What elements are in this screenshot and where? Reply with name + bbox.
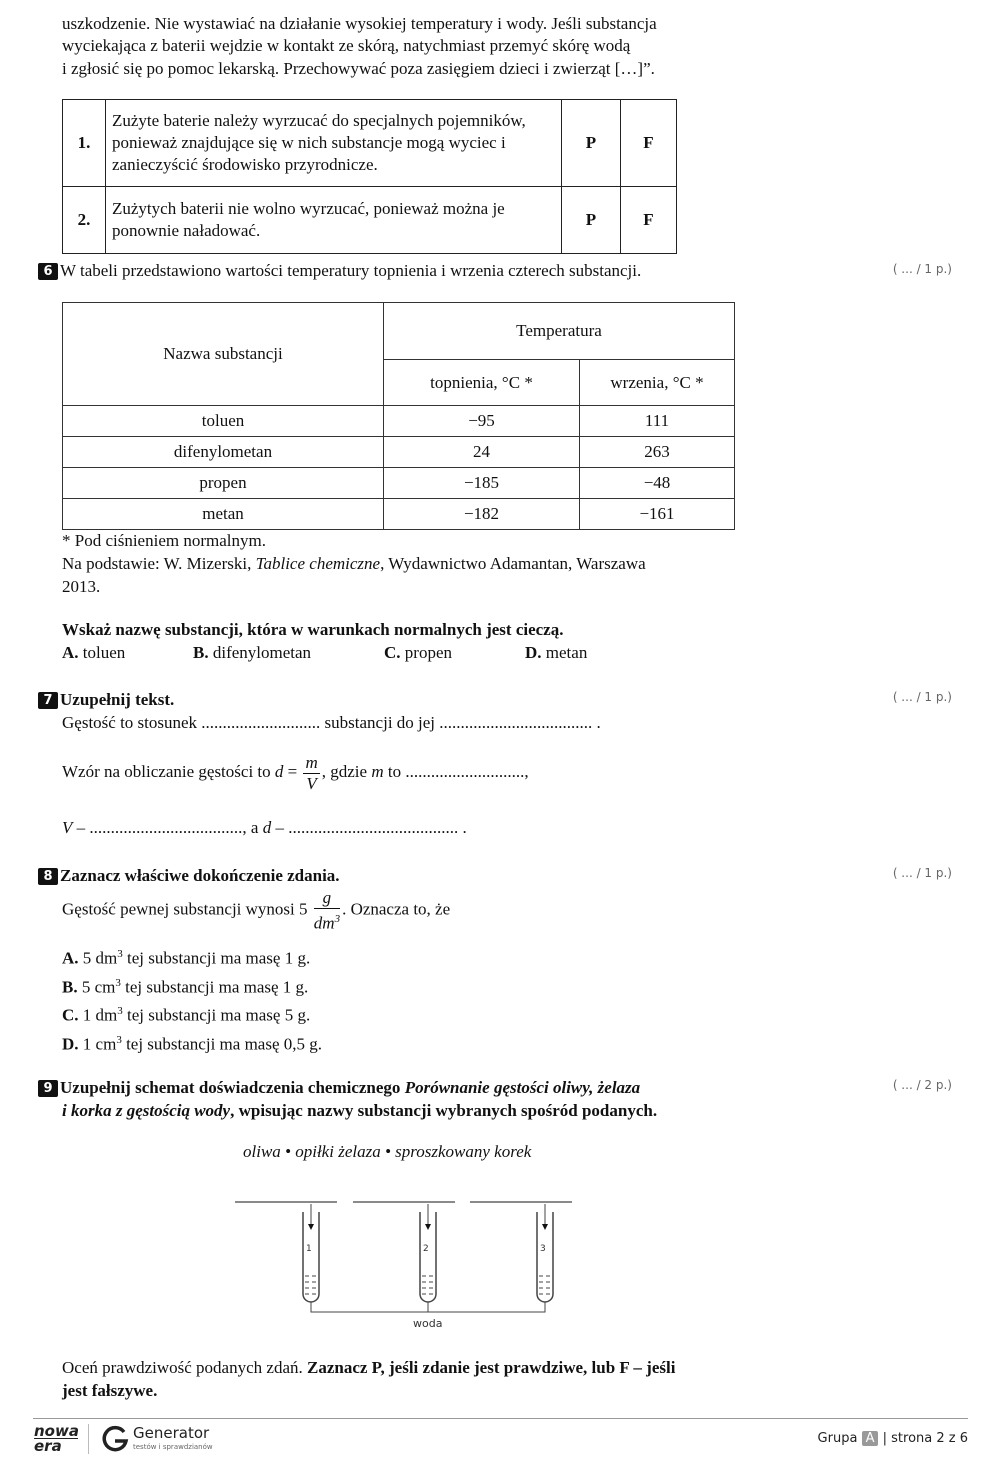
option-exponent: 3 — [115, 977, 121, 989]
source-suffix: , Wydawnictwo Adamantan, Warszawa — [380, 554, 646, 573]
formula-prefix: Wzór na obliczanie gęstości to — [62, 762, 275, 781]
answer-text: difenylometan — [212, 643, 312, 662]
assessment-plain: Oceń prawdziwość podanych zdań. — [62, 1358, 307, 1377]
table-row — [63, 406, 735, 437]
true-option[interactable]: P — [562, 100, 621, 187]
answer-letter: C. — [384, 643, 401, 662]
answer-c[interactable] — [384, 642, 452, 664]
option-pre: 5 cm — [77, 977, 116, 997]
fraction-numerator: g — [314, 888, 340, 909]
option-letter: A. — [62, 948, 79, 968]
group-badge: A — [862, 1431, 879, 1446]
boiling-point: −48 — [580, 468, 735, 499]
symbol-d: d — [262, 818, 272, 837]
density-formula-line[interactable] — [62, 752, 529, 794]
table-row — [63, 499, 735, 530]
assessment-instruction — [62, 1357, 675, 1379]
logo-bottom: era — [34, 1438, 78, 1453]
question-9-title-italic-2: i korka z gęstością wody — [62, 1101, 231, 1120]
substance-name: toluen — [63, 406, 384, 437]
question-7-title: Uzupełnij tekst. — [60, 690, 175, 709]
logo-top: nowa — [34, 1422, 79, 1440]
option-pre: 1 dm — [78, 1005, 118, 1025]
source-title: Tablice chemiczne — [255, 554, 381, 573]
points-box: ( ... / 1 p.) — [892, 866, 952, 880]
true-option[interactable]: P — [562, 187, 621, 254]
option-post: tej substancji ma masę 0,5 g. — [121, 1034, 322, 1054]
fill-line-3[interactable] — [62, 817, 467, 839]
boiling-point: 111 — [580, 406, 735, 437]
group-label: Grupa — [817, 1431, 858, 1446]
fill-segment-a: – ...................................., a — [72, 818, 263, 837]
option-a[interactable] — [62, 943, 310, 970]
generator-subtitle: testów i sprawdzianów — [133, 1443, 213, 1451]
boiling-point: −161 — [580, 499, 735, 530]
formula-equals: = — [283, 762, 302, 781]
table-row — [63, 437, 735, 468]
question-6-text: W tabeli przedstawiono wartości temperatury topnienia i wrzenia czterech substancji. — [60, 261, 642, 280]
question-7-header — [38, 689, 174, 711]
melting-point: −185 — [384, 468, 580, 499]
option-pre: 5 dm — [78, 948, 118, 968]
answer-text: metan — [545, 643, 588, 662]
page-info — [818, 1431, 968, 1446]
answer-letter: D. — [525, 643, 542, 662]
option-post: tej substancji ma masę 1 g. — [120, 977, 309, 997]
stem-prefix: Gęstość pewnej substancji wynosi 5 — [62, 899, 312, 919]
table-row — [63, 100, 677, 187]
water-label: woda — [413, 1317, 443, 1330]
option-d[interactable] — [62, 1029, 322, 1056]
answer-letter: B. — [193, 643, 209, 662]
denominator-exponent: 3 — [334, 913, 341, 925]
page-number: | strona 2 z 6 — [882, 1431, 968, 1446]
option-c[interactable] — [62, 1000, 310, 1027]
option-post: tej substancji ma masę 5 g. — [122, 1005, 311, 1025]
boiling-point: 263 — [580, 437, 735, 468]
question-6-instruction: Wskaż nazwę substancji, która w warunkach normalnych jest cieczą. — [62, 620, 564, 639]
option-exponent: 3 — [116, 1034, 122, 1046]
question-6-header — [38, 260, 641, 282]
generator-logo-icon — [100, 1424, 130, 1454]
stem-suffix: . Oznacza to, że — [342, 899, 451, 919]
points-box: ( ... / 2 p.) — [892, 1078, 952, 1092]
melting-point: 24 — [384, 437, 580, 468]
nowa-era-logo — [34, 1424, 78, 1453]
option-post: tej substancji ma masę 1 g. — [122, 948, 311, 968]
generator-title: Generator — [133, 1424, 210, 1442]
statement-text: Zużytych baterii nie wolno wyrzucać, ponieważ można je ponownie naładować. — [106, 187, 562, 254]
formula-d: d — [274, 762, 284, 781]
option-letter: B. — [62, 977, 78, 997]
answer-text: propen — [404, 643, 452, 662]
footnote: * Pod ciśnieniem normalnym. — [62, 531, 266, 550]
question-8-header — [38, 865, 340, 887]
column-header-boiling: wrzenia, °C * — [580, 360, 735, 406]
answer-a[interactable] — [62, 642, 125, 664]
question-9-title-italic: Porównanie gęstości oliwy, żelaza — [404, 1078, 641, 1097]
melting-point: −95 — [384, 406, 580, 437]
row-number: 2. — [63, 187, 106, 254]
question-9-title-a: Uzupełnij schemat doświadczenia chemicznego — [60, 1078, 405, 1097]
answer-b[interactable] — [193, 642, 311, 664]
fill-line-1[interactable]: Gęstość to stosunek ............................ substancji do jej .................................... . — [62, 713, 601, 732]
statement-text: Zużyte baterie należy wyrzucać do specjalnych pojemników, ponieważ znajdujące się w nich substancje mogą wyciec i zanieczyścić środowisko przyrodnicze. — [106, 100, 562, 187]
assessment-bold: Zaznacz P, jeśli zdanie jest prawdziwe, lub F – jeśli — [307, 1358, 676, 1377]
experiment-diagram — [225, 1190, 585, 1340]
tube-label-2: 2 — [423, 1244, 429, 1254]
false-option[interactable]: F — [621, 100, 677, 187]
fraction-denominator: V — [306, 773, 317, 793]
intro-line-2: wyciekająca z baterii wejdzie w kontakt ze skórą, natychmiast przemyć skórę wodą — [62, 36, 631, 55]
formula-mid: , gdzie — [321, 762, 372, 781]
fraction-numerator: m — [305, 752, 318, 772]
column-header-melting: topnienia, °C * — [384, 360, 580, 406]
tube-label-1: 1 — [306, 1244, 312, 1254]
melting-point: −182 — [384, 499, 580, 530]
row-number: 1. — [63, 100, 106, 187]
answer-text: toluen — [82, 643, 126, 662]
true-false-table — [62, 99, 677, 254]
question-8-stem — [62, 888, 450, 934]
source-citation — [62, 553, 646, 575]
footer-divider — [33, 1418, 968, 1419]
option-pre: 1 cm — [78, 1034, 117, 1054]
option-letter: C. — [62, 1005, 79, 1025]
temperature-table — [62, 302, 735, 530]
substance-name: propen — [63, 468, 384, 499]
question-9-header — [38, 1077, 640, 1099]
question-9-title-b: , wpisując nazwy substancji wybranych spośród podanych. — [230, 1101, 658, 1120]
false-option[interactable]: F — [621, 187, 677, 254]
question-number: 7 — [38, 692, 58, 709]
option-b[interactable] — [62, 972, 308, 999]
points-box: ( ... / 1 p.) — [892, 690, 952, 704]
option-exponent: 3 — [117, 948, 123, 960]
option-letter: D. — [62, 1034, 79, 1054]
density-unit-fraction — [314, 888, 340, 934]
substance-name: metan — [63, 499, 384, 530]
answer-d[interactable] — [525, 642, 587, 664]
logo-separator — [88, 1424, 89, 1454]
fraction-denominator — [314, 909, 340, 934]
column-header-temperature: Temperatura — [384, 303, 735, 360]
question-number: 8 — [38, 868, 58, 885]
source-year: 2013. — [62, 577, 101, 596]
question-number: 6 — [38, 263, 58, 280]
table-row — [63, 187, 677, 254]
answer-letter: A. — [62, 643, 79, 662]
substance-options: oliwa • opiłki żelaza • sproszkowany korek — [243, 1142, 532, 1161]
formula-m: m — [371, 762, 384, 781]
column-header-name: Nazwa substancji — [63, 303, 384, 406]
intro-line-3: i zgłosić się po pomoc lekarską. Przechowywać poza zasięgiem dzieci i zwierząt […]”. — [62, 59, 655, 78]
substance-name: difenylometan — [63, 437, 384, 468]
intro-line-1: uszkodzenie. Nie wystawiać na działanie wysokiej temperatury i wody. Jeśli substancja — [62, 14, 657, 33]
table-row — [63, 468, 735, 499]
option-exponent: 3 — [117, 1005, 123, 1017]
symbol-v: V — [62, 818, 73, 837]
fill-segment-b: – ........................................ . — [271, 818, 467, 837]
denominator-unit: dm — [313, 913, 335, 933]
question-8-title: Zaznacz właściwe dokończenie zdania. — [60, 866, 340, 885]
tube-label-3: 3 — [540, 1244, 546, 1254]
source-prefix: Na podstawie: W. Mizerski, — [62, 554, 256, 573]
question-number: 9 — [38, 1080, 58, 1097]
density-fraction — [303, 753, 319, 794]
points-box: ( ... / 1 p.) — [892, 262, 952, 276]
formula-suffix: to ............................, — [383, 762, 529, 781]
assessment-instruction-2: jest fałszywe. — [62, 1381, 158, 1400]
question-9-header-line-2 — [62, 1100, 657, 1122]
